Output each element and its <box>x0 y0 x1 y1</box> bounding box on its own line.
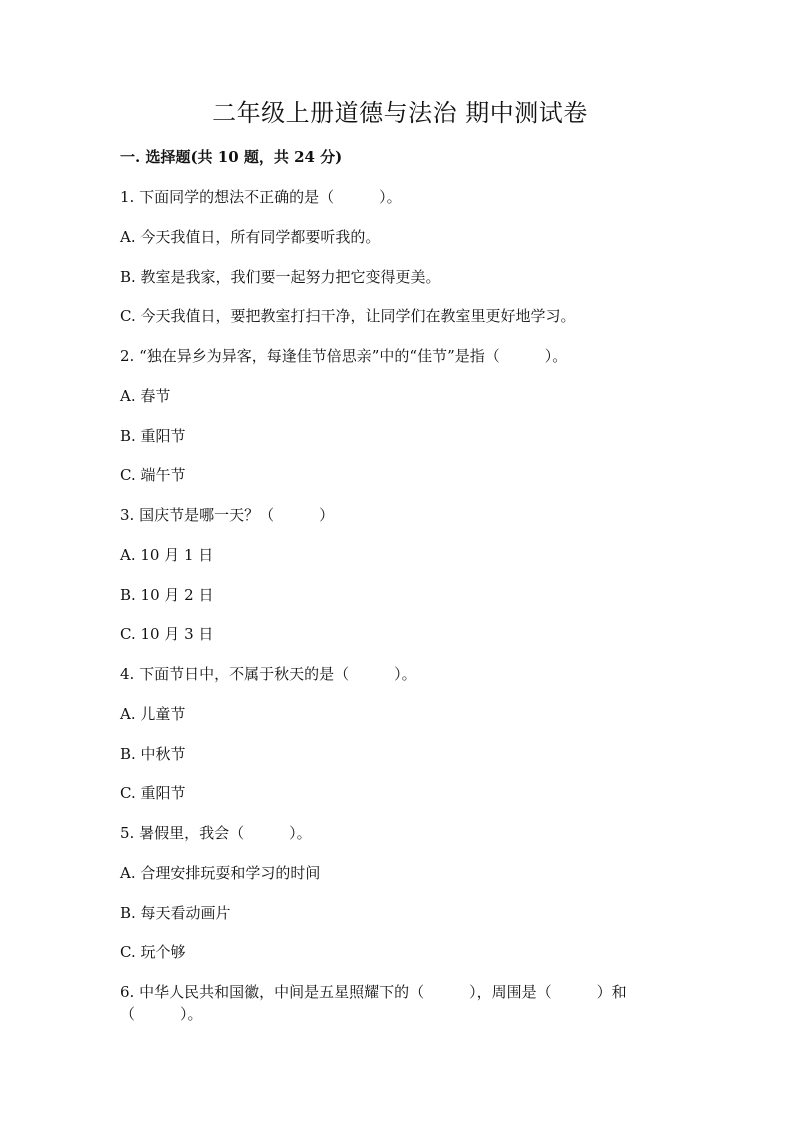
section-title: 一. 选择题(共 10 题，共 24 分) <box>120 148 343 166</box>
question-stem: 3. 国庆节是哪一天？（ ） <box>120 506 335 524</box>
question-option: C. 玩个够 <box>120 943 186 962</box>
question-option: B. 10 月 2 日 <box>120 585 214 604</box>
page-title: 二年级上册道德与法治 期中测试卷 <box>212 99 588 127</box>
question-option: A. 10 月 1 日 <box>120 545 214 564</box>
question-option: C. 10 月 3 日 <box>120 625 214 644</box>
question-6-line-2: （ ）。 <box>120 1005 203 1023</box>
question-stem: 5. 暑假里，我会（ ）。 <box>120 824 312 842</box>
question-stem: 1. 下面同学的想法不正确的是（ ）。 <box>120 188 402 206</box>
question-option: A. 春节 <box>120 386 171 405</box>
question-option: B. 重阳节 <box>120 426 186 445</box>
question-6-line-1: 6. 中华人民共和国徽，中间是五星照耀下的（ ），周围是（ ）和 <box>120 983 627 1001</box>
question-list <box>120 186 680 1025</box>
question-option: B. 教室是我家，我们要一起努力把它变得更美。 <box>120 267 441 286</box>
question-option: A. 合理安排玩耍和学习的时间 <box>120 863 321 882</box>
question-option: C. 今天我值日，要把教室打扫干净，让同学们在教室里更好地学习。 <box>120 307 576 326</box>
question-option: B. 中秋节 <box>120 744 186 763</box>
question-option: C. 端午节 <box>120 466 186 485</box>
question-option: C. 重阳节 <box>120 784 186 803</box>
question-option: B. 每天看动画片 <box>120 903 231 922</box>
question-stem: 4. 下面节日中，不属于秋天的是（ ）。 <box>120 665 417 683</box>
question-option: A. 今天我值日，所有同学都要听我的。 <box>120 227 381 246</box>
question-6-stem <box>120 981 680 1025</box>
question-stem: 2. “独在异乡为异客，每逢佳节倍思亲”中的“佳节”是指（ ）。 <box>120 347 568 365</box>
question-option: A. 儿童节 <box>120 704 186 723</box>
